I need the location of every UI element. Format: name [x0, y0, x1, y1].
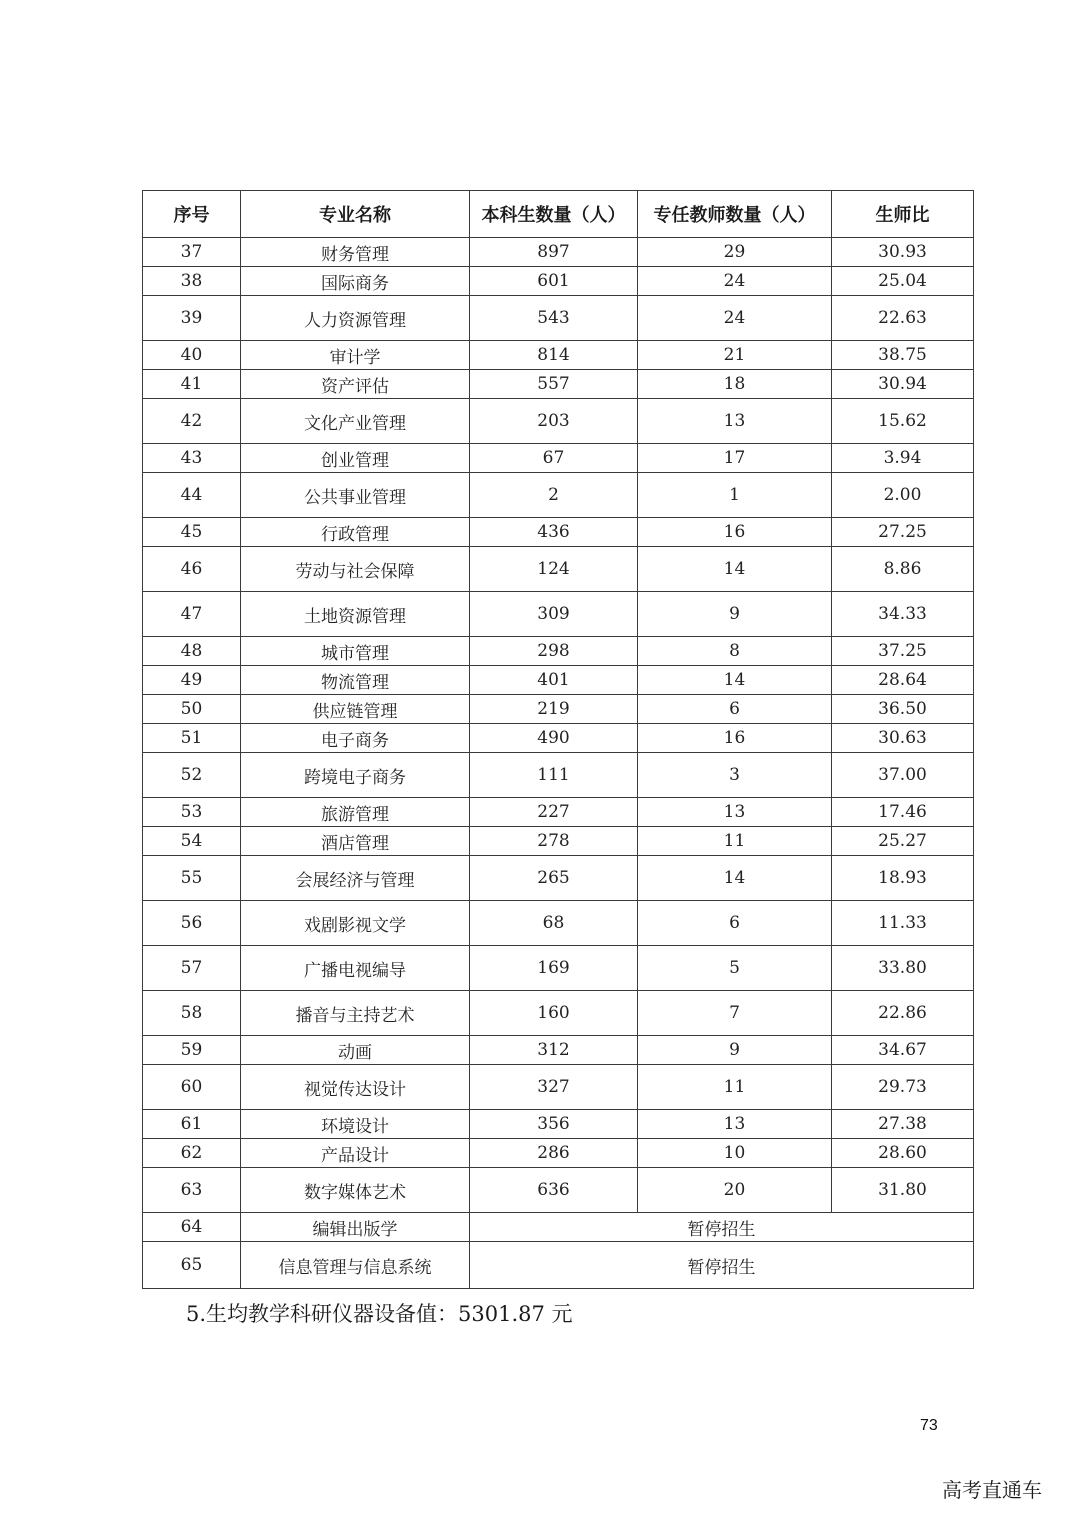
- cell-major-name: 财务管理: [241, 238, 470, 267]
- cell-teacher-count: 21: [638, 341, 832, 370]
- cell-student-teacher-ratio: 33.80: [832, 946, 974, 991]
- table-row: [143, 592, 974, 637]
- cell-student-teacher-ratio: 18.93: [832, 856, 974, 901]
- cell-serial-number: 61: [143, 1110, 241, 1139]
- cell-undergraduate-count: 636: [470, 1168, 638, 1213]
- cell-serial-number: 46: [143, 547, 241, 592]
- cell-serial-number: 47: [143, 592, 241, 637]
- cell-student-teacher-ratio: 37.00: [832, 753, 974, 798]
- cell-undergraduate-count: 543: [470, 296, 638, 341]
- cell-teacher-count: 29: [638, 238, 832, 267]
- cell-student-teacher-ratio: 38.75: [832, 341, 974, 370]
- cell-teacher-count: 6: [638, 695, 832, 724]
- cell-major-name: 资产评估: [241, 370, 470, 399]
- page-number: 73: [920, 1417, 938, 1434]
- cell-serial-number: 43: [143, 444, 241, 473]
- cell-teacher-count: 18: [638, 370, 832, 399]
- table-body: [143, 238, 974, 1289]
- table-row: [143, 341, 974, 370]
- table-row: [143, 267, 974, 296]
- cell-serial-number: 52: [143, 753, 241, 798]
- cell-undergraduate-count: 309: [470, 592, 638, 637]
- cell-undergraduate-count: 219: [470, 695, 638, 724]
- cell-major-name: 土地资源管理: [241, 592, 470, 637]
- cell-major-name: 编辑出版学: [241, 1213, 470, 1242]
- cell-teacher-count: 10: [638, 1139, 832, 1168]
- cell-teacher-count: 8: [638, 637, 832, 666]
- cell-teacher-count: 9: [638, 1036, 832, 1065]
- cell-undergraduate-count: 67: [470, 444, 638, 473]
- cell-serial-number: 56: [143, 901, 241, 946]
- header-undergraduate-count: 本科生数量（人）: [470, 191, 638, 238]
- cell-undergraduate-count: 897: [470, 238, 638, 267]
- cell-undergraduate-count: 265: [470, 856, 638, 901]
- cell-student-teacher-ratio: 11.33: [832, 901, 974, 946]
- cell-undergraduate-count: 169: [470, 946, 638, 991]
- cell-teacher-count: 17: [638, 444, 832, 473]
- table-row: [143, 753, 974, 798]
- cell-major-name: 跨境电子商务: [241, 753, 470, 798]
- cell-serial-number: 42: [143, 399, 241, 444]
- cell-serial-number: 38: [143, 267, 241, 296]
- table-row: [143, 370, 974, 399]
- table-header-row: [143, 191, 974, 238]
- header-serial-number: 序号: [143, 191, 241, 238]
- cell-serial-number: 59: [143, 1036, 241, 1065]
- cell-undergraduate-count: 327: [470, 1065, 638, 1110]
- cell-teacher-count: 9: [638, 592, 832, 637]
- cell-student-teacher-ratio: 37.25: [832, 637, 974, 666]
- watermark-text: 高考直通车: [942, 1478, 1042, 1502]
- cell-major-name: 广播电视编导: [241, 946, 470, 991]
- cell-teacher-count: 5: [638, 946, 832, 991]
- cell-student-teacher-ratio: 30.63: [832, 724, 974, 753]
- cell-major-name: 供应链管理: [241, 695, 470, 724]
- table-row: [143, 856, 974, 901]
- cell-major-name: 戏剧影视文学: [241, 901, 470, 946]
- cell-undergraduate-count: 111: [470, 753, 638, 798]
- cell-undergraduate-count: 227: [470, 798, 638, 827]
- header-teacher-count: 专任教师数量（人）: [638, 191, 832, 238]
- cell-serial-number: 51: [143, 724, 241, 753]
- cell-serial-number: 62: [143, 1139, 241, 1168]
- cell-major-name: 动画: [241, 1036, 470, 1065]
- cell-serial-number: 41: [143, 370, 241, 399]
- cell-serial-number: 45: [143, 518, 241, 547]
- cell-serial-number: 63: [143, 1168, 241, 1213]
- cell-teacher-count: 24: [638, 296, 832, 341]
- cell-major-name: 国际商务: [241, 267, 470, 296]
- table-row: [143, 296, 974, 341]
- cell-student-teacher-ratio: 8.86: [832, 547, 974, 592]
- header-student-teacher-ratio: 生师比: [832, 191, 974, 238]
- cell-student-teacher-ratio: 30.93: [832, 238, 974, 267]
- cell-teacher-count: 16: [638, 724, 832, 753]
- table-row: [143, 946, 974, 991]
- cell-teacher-count: 20: [638, 1168, 832, 1213]
- cell-major-name: 人力资源管理: [241, 296, 470, 341]
- cell-undergraduate-count: 286: [470, 1139, 638, 1168]
- table-row: [143, 666, 974, 695]
- cell-major-name: 审计学: [241, 341, 470, 370]
- header-major-name: 专业名称: [241, 191, 470, 238]
- cell-student-teacher-ratio: 25.27: [832, 827, 974, 856]
- table-row: [143, 901, 974, 946]
- cell-major-name: 劳动与社会保障: [241, 547, 470, 592]
- table-row: [143, 1213, 974, 1242]
- table-row: [143, 1110, 974, 1139]
- table-row: [143, 1065, 974, 1110]
- cell-serial-number: 60: [143, 1065, 241, 1110]
- cell-teacher-count: 13: [638, 399, 832, 444]
- table-row: [143, 827, 974, 856]
- cell-serial-number: 58: [143, 991, 241, 1036]
- cell-undergraduate-count: 557: [470, 370, 638, 399]
- table-row: [143, 547, 974, 592]
- cell-serial-number: 44: [143, 473, 241, 518]
- cell-student-teacher-ratio: 34.33: [832, 592, 974, 637]
- cell-teacher-count: 14: [638, 666, 832, 695]
- cell-student-teacher-ratio: 27.25: [832, 518, 974, 547]
- table-row: [143, 1139, 974, 1168]
- cell-undergraduate-count: 490: [470, 724, 638, 753]
- cell-major-name: 物流管理: [241, 666, 470, 695]
- cell-major-name: 信息管理与信息系统: [241, 1242, 470, 1289]
- cell-major-name: 文化产业管理: [241, 399, 470, 444]
- cell-undergraduate-count: 601: [470, 267, 638, 296]
- cell-major-name: 行政管理: [241, 518, 470, 547]
- cell-teacher-count: 11: [638, 1065, 832, 1110]
- cell-undergraduate-count: 68: [470, 901, 638, 946]
- cell-teacher-count: 7: [638, 991, 832, 1036]
- cell-serial-number: 64: [143, 1213, 241, 1242]
- cell-student-teacher-ratio: 25.04: [832, 267, 974, 296]
- cell-major-name: 环境设计: [241, 1110, 470, 1139]
- cell-undergraduate-count: 278: [470, 827, 638, 856]
- cell-serial-number: 53: [143, 798, 241, 827]
- cell-student-teacher-ratio: 15.62: [832, 399, 974, 444]
- cell-teacher-count: 14: [638, 856, 832, 901]
- cell-student-teacher-ratio: 27.38: [832, 1110, 974, 1139]
- cell-student-teacher-ratio: 28.60: [832, 1139, 974, 1168]
- cell-student-teacher-ratio: 2.00: [832, 473, 974, 518]
- table-row: [143, 473, 974, 518]
- table-row: [143, 1168, 974, 1213]
- cell-major-name: 会展经济与管理: [241, 856, 470, 901]
- cell-teacher-count: 13: [638, 798, 832, 827]
- table-row: [143, 1242, 974, 1289]
- cell-student-teacher-ratio: 22.86: [832, 991, 974, 1036]
- cell-serial-number: 65: [143, 1242, 241, 1289]
- cell-teacher-count: 3: [638, 753, 832, 798]
- cell-student-teacher-ratio: 28.64: [832, 666, 974, 695]
- equipment-value-note: 5.生均教学科研仪器设备值：5301.87 元: [186, 1302, 573, 1326]
- cell-student-teacher-ratio: 22.63: [832, 296, 974, 341]
- cell-undergraduate-count: 436: [470, 518, 638, 547]
- cell-major-name: 视觉传达设计: [241, 1065, 470, 1110]
- cell-undergraduate-count: 356: [470, 1110, 638, 1139]
- cell-undergraduate-count: 2: [470, 473, 638, 518]
- cell-major-name: 公共事业管理: [241, 473, 470, 518]
- cell-serial-number: 54: [143, 827, 241, 856]
- table-row: [143, 518, 974, 547]
- cell-undergraduate-count: 203: [470, 399, 638, 444]
- cell-major-name: 播音与主持艺术: [241, 991, 470, 1036]
- cell-student-teacher-ratio: 36.50: [832, 695, 974, 724]
- cell-serial-number: 48: [143, 637, 241, 666]
- cell-undergraduate-count: 160: [470, 991, 638, 1036]
- table-row: [143, 695, 974, 724]
- table-row: [143, 991, 974, 1036]
- cell-student-teacher-ratio: 17.46: [832, 798, 974, 827]
- cell-teacher-count: 14: [638, 547, 832, 592]
- cell-enrollment-status: 暂停招生: [470, 1242, 974, 1289]
- cell-teacher-count: 11: [638, 827, 832, 856]
- cell-serial-number: 57: [143, 946, 241, 991]
- cell-undergraduate-count: 124: [470, 547, 638, 592]
- table-row: [143, 238, 974, 267]
- cell-student-teacher-ratio: 3.94: [832, 444, 974, 473]
- cell-student-teacher-ratio: 34.67: [832, 1036, 974, 1065]
- major-statistics-table: [142, 190, 974, 1289]
- cell-major-name: 城市管理: [241, 637, 470, 666]
- table-row: [143, 637, 974, 666]
- cell-teacher-count: 16: [638, 518, 832, 547]
- cell-undergraduate-count: 298: [470, 637, 638, 666]
- cell-serial-number: 39: [143, 296, 241, 341]
- cell-teacher-count: 24: [638, 267, 832, 296]
- cell-undergraduate-count: 401: [470, 666, 638, 695]
- cell-undergraduate-count: 312: [470, 1036, 638, 1065]
- cell-student-teacher-ratio: 31.80: [832, 1168, 974, 1213]
- cell-student-teacher-ratio: 30.94: [832, 370, 974, 399]
- cell-teacher-count: 13: [638, 1110, 832, 1139]
- cell-major-name: 创业管理: [241, 444, 470, 473]
- table-row: [143, 798, 974, 827]
- cell-serial-number: 49: [143, 666, 241, 695]
- cell-major-name: 产品设计: [241, 1139, 470, 1168]
- cell-major-name: 酒店管理: [241, 827, 470, 856]
- cell-serial-number: 37: [143, 238, 241, 267]
- cell-major-name: 数字媒体艺术: [241, 1168, 470, 1213]
- cell-major-name: 电子商务: [241, 724, 470, 753]
- cell-serial-number: 40: [143, 341, 241, 370]
- table-row: [143, 399, 974, 444]
- cell-undergraduate-count: 814: [470, 341, 638, 370]
- cell-major-name: 旅游管理: [241, 798, 470, 827]
- table-row: [143, 1036, 974, 1065]
- cell-serial-number: 55: [143, 856, 241, 901]
- cell-teacher-count: 1: [638, 473, 832, 518]
- table-row: [143, 724, 974, 753]
- cell-teacher-count: 6: [638, 901, 832, 946]
- cell-enrollment-status: 暂停招生: [470, 1213, 974, 1242]
- cell-student-teacher-ratio: 29.73: [832, 1065, 974, 1110]
- cell-serial-number: 50: [143, 695, 241, 724]
- table-row: [143, 444, 974, 473]
